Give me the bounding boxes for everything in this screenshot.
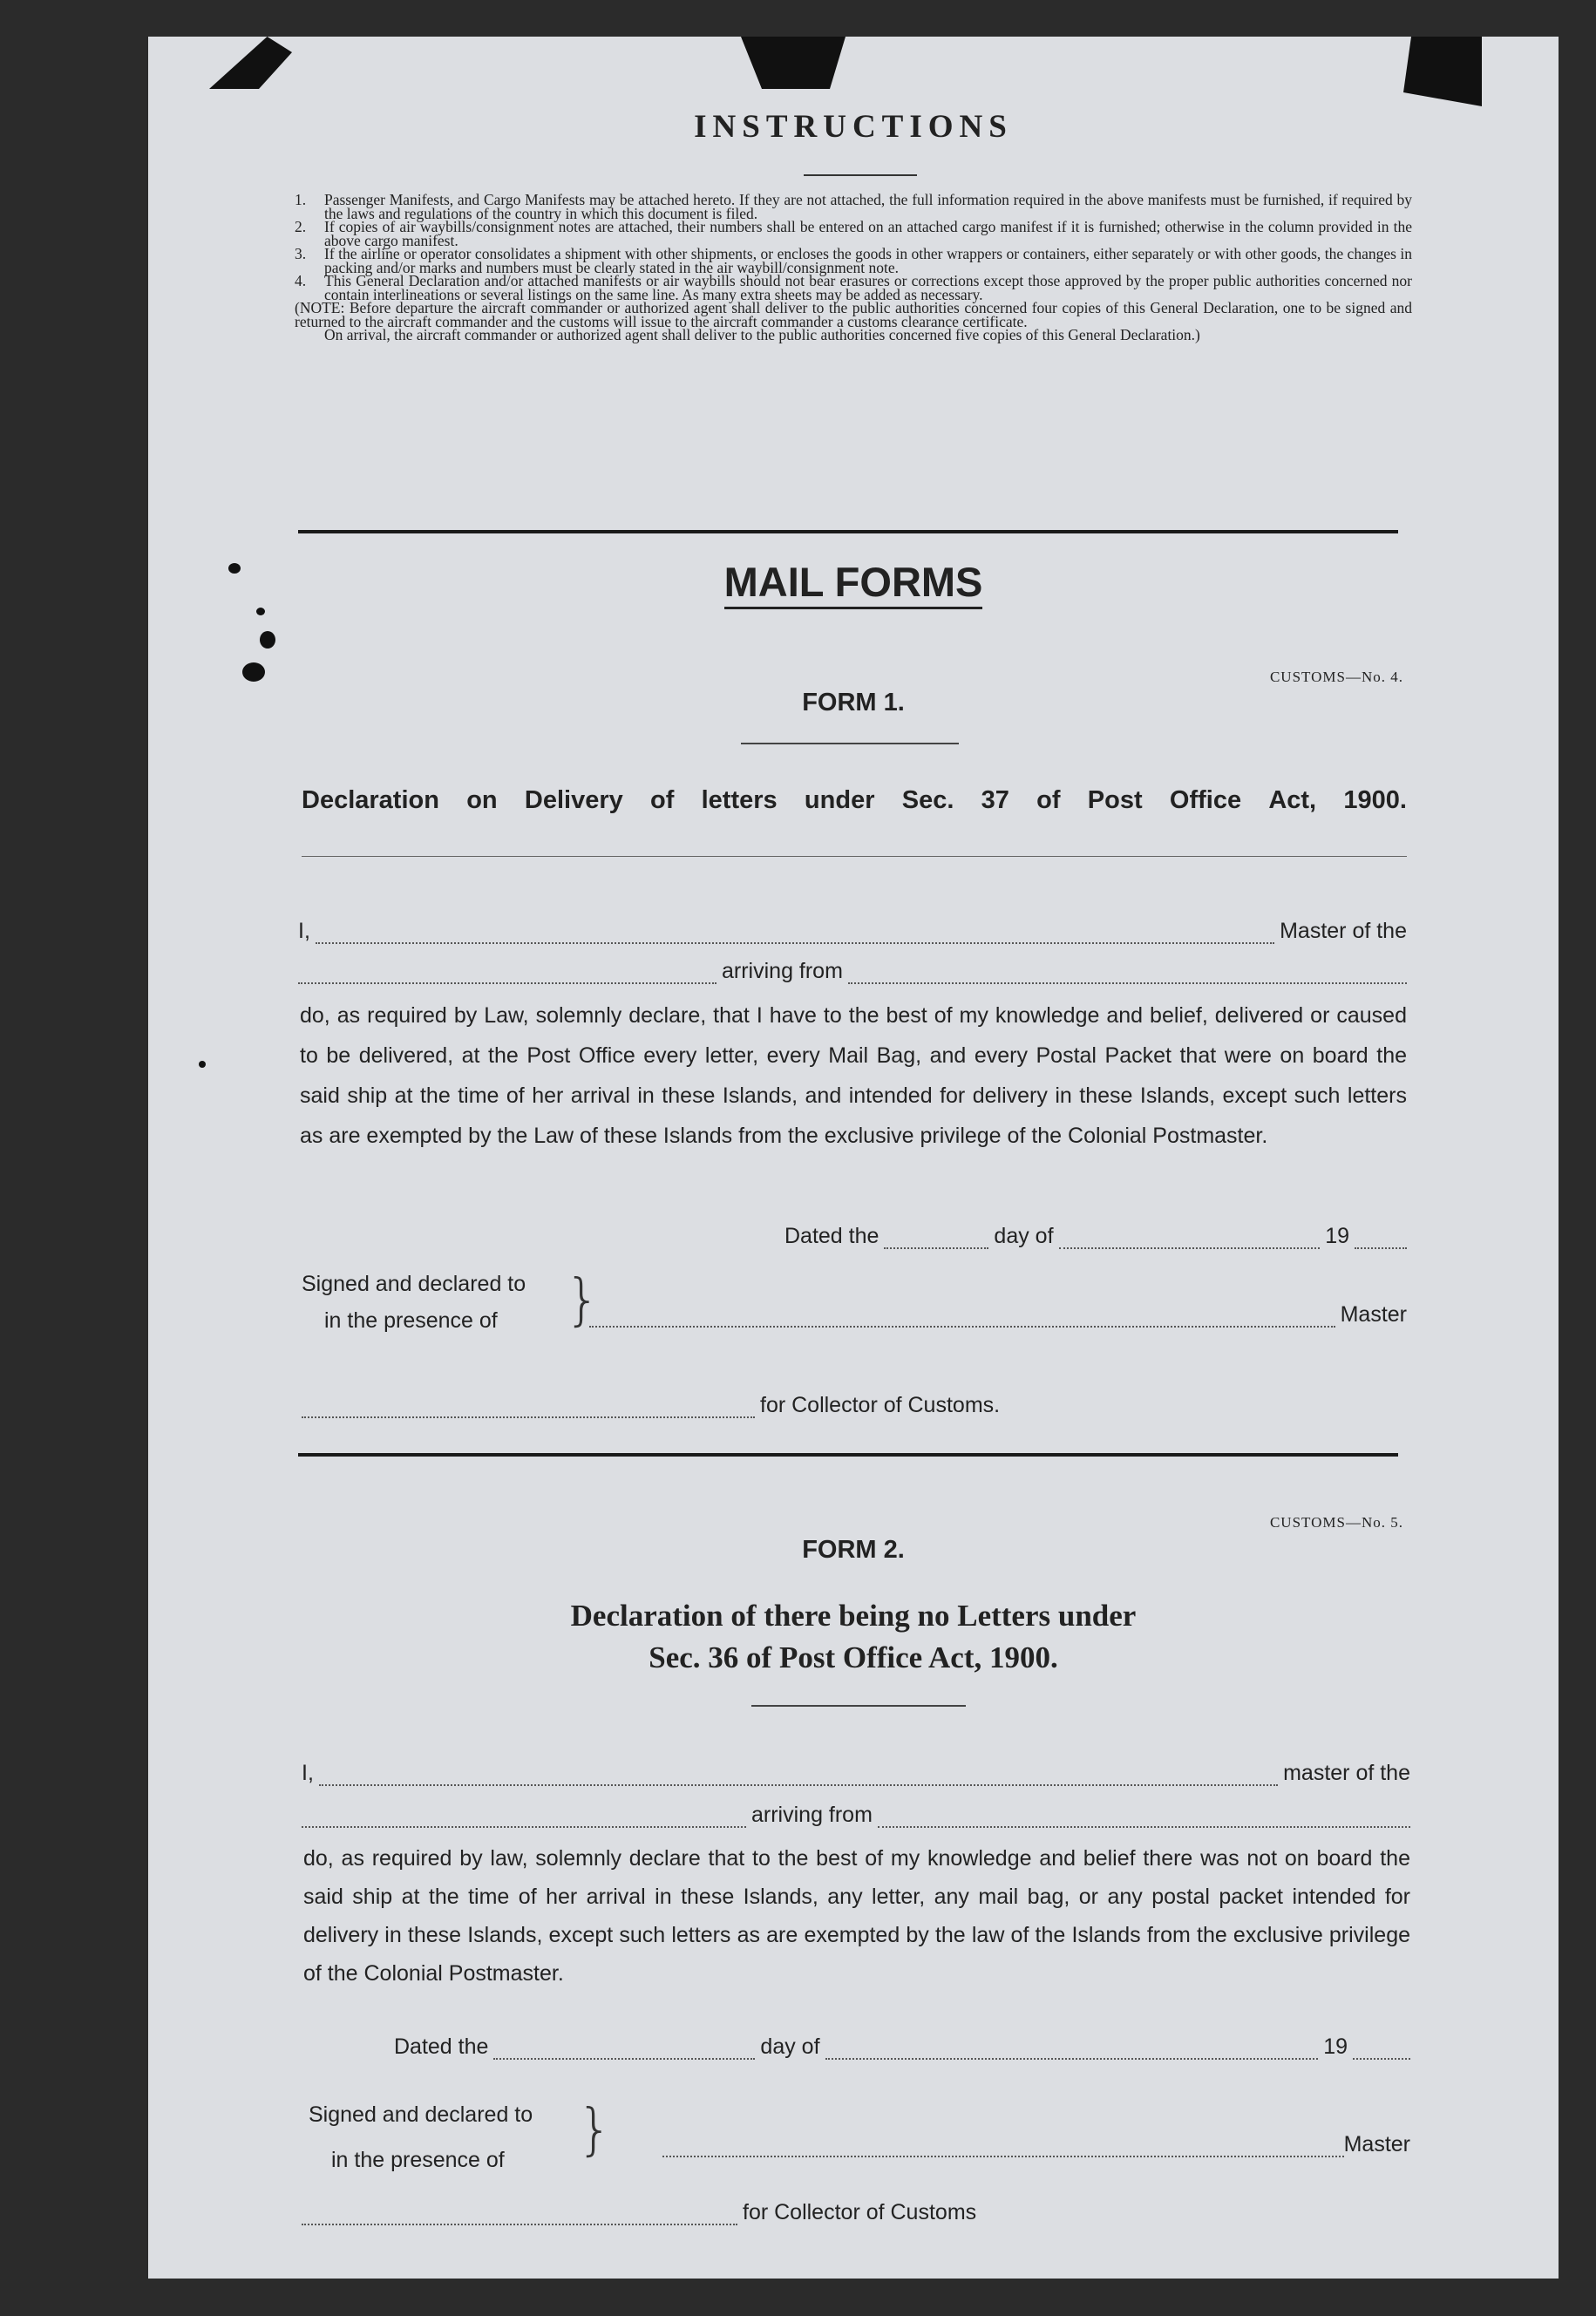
item-number: 2. [295,218,307,235]
line-label: master of the [1283,1761,1410,1785]
master-label: Master [1343,2132,1410,2156]
brace: } [577,2098,613,2163]
year-field[interactable] [1355,1228,1407,1249]
item-text: This General Declaration and/or attached manifests or air waybills should not bear erasures or corrections except those approved by the proper public authorities concerned nor contain interlineations or several listings on the same line. As many extra sheets may be added as necessary. [324,272,1412,303]
arriving-from-field[interactable] [848,963,1407,984]
item-number: 3. [295,245,307,262]
signed-line: in the presence of [331,2148,505,2172]
instruction-item [295,191,1412,222]
line-label: Master of the [1280,919,1407,943]
item-text: If copies of air waybills/consignment notes are attached, their numbers shall be entered on an attached cargo manifest if it is furnished; otherwise in the column provided in the above cargo manifest. [324,218,1412,249]
form2-declaration-title [148,1595,1559,1679]
year-field[interactable] [1353,2039,1410,2060]
heading-underline [741,743,959,744]
title-line: Sec. 36 of Post Office Act, 1900. [649,1640,1058,1674]
signed-line: Signed and declared to [302,1272,526,1296]
form1-date-row [784,1224,1407,1249]
note-text-continued: On arrival, the aircraft commander or authorized agent shall deliver to the public authorities concerned five copies of this General Declaration.) [324,326,1200,343]
form1-collector-row [302,1393,1260,1418]
title-word: 1900. [1343,786,1407,814]
form1-declaration-title [302,786,1407,815]
dated-label: Dated the [784,1224,879,1248]
mail-forms-title-text: MAIL FORMS [724,559,983,609]
signed-line: Signed and declared to [309,2102,533,2127]
title-word: letters [701,786,778,814]
year-label: 19 [1323,2034,1348,2059]
heading-underline [751,1705,966,1707]
arriving-from-field[interactable] [878,1807,1410,1828]
month-field[interactable] [825,2039,1319,2060]
title-word: Post [1087,786,1143,814]
item-text: If the airline or operator consolidates a shipment with other shipments, or encloses the goods in other wrappers or containers, either separately or with other goods, the changes in packing and/or marks and numbers must be clearly stated in the air waybill/consignment note. [324,245,1412,276]
title-word: Sec. [901,786,954,814]
line-label: arriving from [751,1803,873,1827]
instruction-item [295,218,1412,249]
document-page [148,37,1559,2279]
item-number: 1. [295,191,307,208]
title-word: of [650,786,675,814]
form1-body: do, as required by Law, solemnly declare, that I have to the best of my knowledge and belief, delivered or caused to be delivered, at the Post Office every letter, every Mail Bag, and every Postal Packet that were on board the said ship at the time of her arrival in these Islands, and intended for delivery in these Islands, except such letters as are exempted by the Law of these Islands from the exclusive privilege of the Colonial Postmaster. [300,1003,1407,1148]
collector-label: for Collector of Customs. [760,1393,1001,1417]
ship-arrival-row [298,959,1407,984]
title-word: of [1036,786,1061,814]
form1-signed-label [302,1266,526,1339]
instructions-title: INSTRUCTIONS [694,109,1013,145]
section-divider [298,530,1398,533]
master-name-field[interactable] [319,1765,1278,1786]
torn-edge-mark [209,37,292,89]
instruction-item [295,245,1412,276]
title-word: Delivery [524,786,623,814]
form-heading: FORM 2. [802,1536,905,1564]
instruction-item [295,272,1412,303]
ink-speck [260,631,275,649]
title-line: Declaration of there being no Letters under [570,1599,1137,1633]
form2-collector-row [302,2200,1260,2225]
torn-edge-mark [1403,37,1482,106]
ink-speck [242,662,265,682]
dated-label: Dated the [394,2034,489,2059]
form2-signed-label [309,2092,533,2183]
date-field[interactable] [884,1228,988,1249]
title-word: 37 [981,786,1009,814]
section-divider [298,1453,1398,1457]
form2-master-sign-row [662,2132,1410,2157]
mail-forms-title [148,558,1559,606]
item-text: Passenger Manifests, and Cargo Manifests may be attached hereto. If they are not attached, the full information required in the above manifests must be furnished, if required by the laws and regulations of the country in which this document is filed. [324,191,1412,222]
collector-signature-field[interactable] [302,2204,737,2225]
title-word: Declaration [302,786,439,814]
day-of-label: day of [760,2034,820,2059]
form2-date-row [394,2034,1410,2060]
master-name-row [302,1761,1410,1786]
line-label: arriving from [722,959,843,983]
note-text: (NOTE: Before departure the aircraft commander or authorized agent shall deliver to the public authorities concerned four copies of this General Declaration, one to be signed and returned to the aircraft commander and the customs will issue to the aircraft commander a customs clearance certificate. [295,299,1412,330]
line-label: I, [302,1761,314,1785]
form2-body: do, as required by law, solemnly declare that to the best of my knowledge and belief there was not on board the said ship at the time of her arrival in these Islands, any letter, any mail bag, or any postal packet intended for delivery in these Islands, except such letters as are exempted by the law of the Islands from the exclusive privilege of the Colonial Postmaster. [303,1846,1410,1986]
year-label: 19 [1325,1224,1349,1248]
torn-edge-mark [741,37,846,89]
form1-master-sign-row [589,1302,1407,1328]
ink-speck [199,1061,206,1068]
title-word: on [466,786,498,814]
signed-line: in the presence of [324,1308,498,1333]
collector-label: for Collector of Customs [743,2200,977,2224]
master-label: Master [1340,1302,1407,1327]
customs-number: CUSTOMS—No. 4. [1269,669,1403,685]
instructions-list [295,191,1412,343]
date-field[interactable] [493,2039,755,2060]
title-word: under [804,786,875,814]
title-underline [804,174,917,176]
ship-name-field[interactable] [302,1807,746,1828]
ship-arrival-row [302,1803,1410,1828]
master-signature-field[interactable] [589,1307,1335,1328]
ship-name-field[interactable] [298,963,717,984]
day-of-label: day of [994,1224,1054,1248]
form-heading: FORM 1. [802,689,905,717]
title-word: Act, [1268,786,1317,814]
title-rule [302,856,1407,857]
item-number: 4. [295,272,307,289]
month-field[interactable] [1059,1228,1321,1249]
brace: } [565,1268,601,1333]
master-signature-field[interactable] [662,2136,1344,2157]
master-name-row [298,919,1407,944]
customs-number: CUSTOMS—No. 5. [1269,1514,1403,1531]
master-name-field[interactable] [316,923,1274,944]
collector-signature-field[interactable] [302,1397,755,1418]
line-label: I, [298,919,310,943]
title-word: Office [1169,786,1242,814]
ink-speck [256,608,265,615]
